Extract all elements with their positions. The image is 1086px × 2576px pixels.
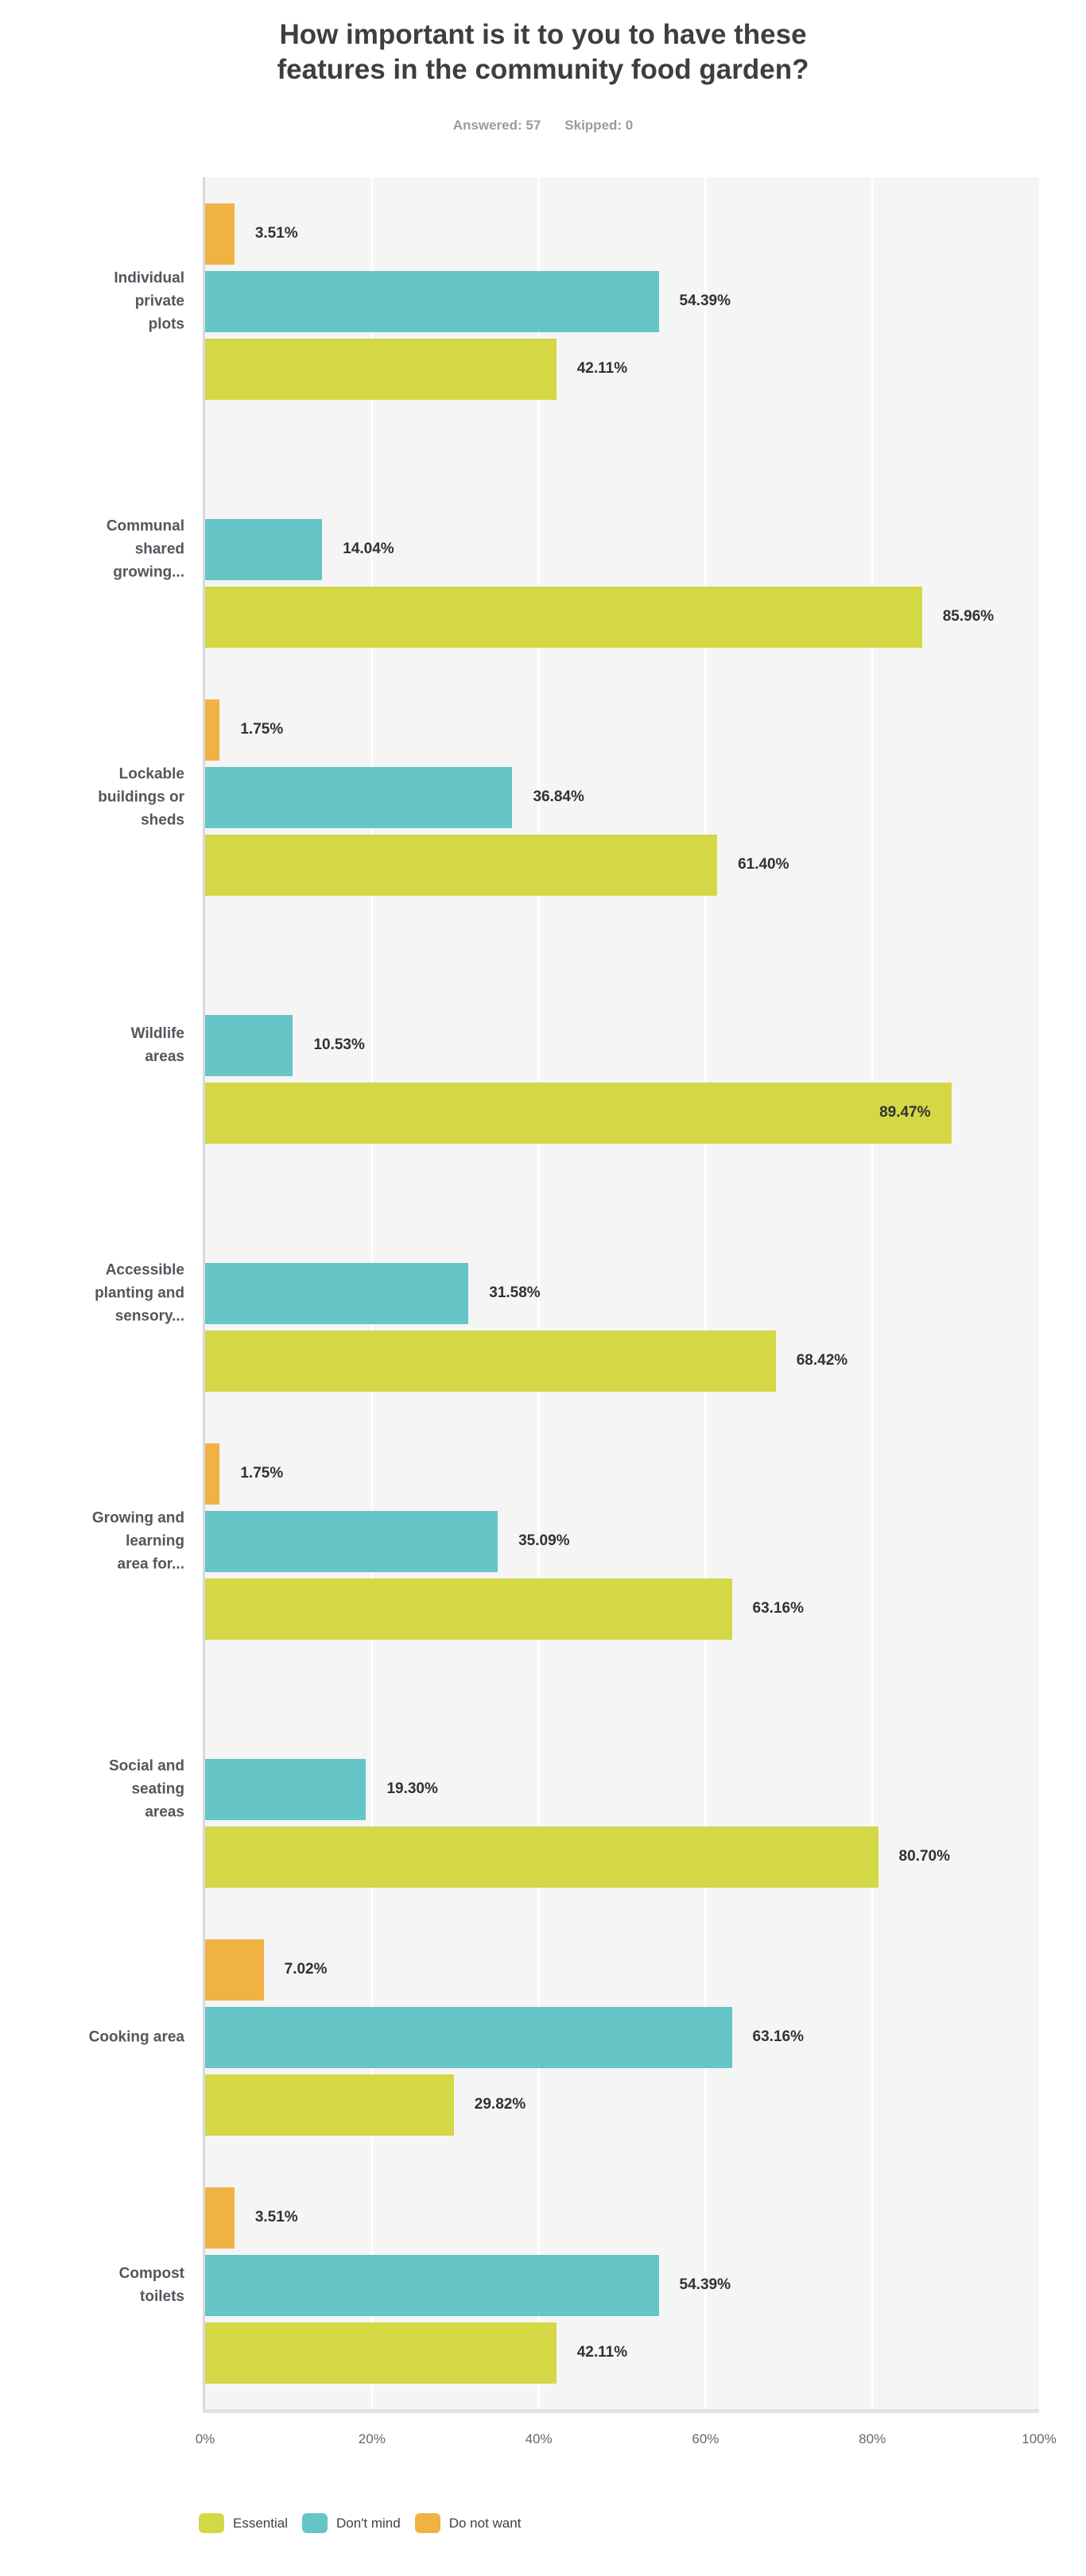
bar-chart [0,177,1086,2531]
bar-row [205,1443,1039,1505]
bar-value-label: 31.58% [489,1284,541,1301]
bar-do-not-want [205,1939,264,2001]
bar-row [205,1759,1039,1820]
bar-row [205,2255,1039,2316]
legend-label: Essential [233,2515,288,2531]
bar-slots [205,425,1039,673]
bar-row [205,1691,1039,1753]
bar-don-t-mind [205,519,322,580]
bar-slots [205,1913,1039,2161]
bar-value-label: 29.82% [474,2096,526,2113]
bar-don-t-mind [205,1015,293,1076]
legend [199,2513,535,2533]
legend-item-don-t-mind [302,2513,401,2533]
bar-value-label: 10.53% [313,1036,365,1053]
bar-essential [205,835,717,896]
bar-value-label: 1.75% [240,721,284,738]
bar-row [205,947,1039,1009]
bar-row [205,271,1039,332]
bar-do-not-want [205,203,235,265]
skipped-count: Skipped: 0 [564,118,634,133]
category-label: Individual private plots [114,269,184,333]
category-label: Accessible planting and sensory... [95,1261,184,1325]
bar-value-label: 3.51% [254,225,298,242]
category-group [0,1169,1086,1417]
bar-value-label: 89.47% [879,1104,931,1121]
bar-essential [205,587,922,648]
bar-row [205,339,1039,400]
bar-slots [205,673,1039,921]
category-group [0,1665,1086,1913]
bar-slots [205,2161,1039,2409]
answered-count: Answered: 57 [452,118,541,133]
bar-value-label: 85.96% [942,608,995,625]
bar-don-t-mind [205,1511,498,1572]
category-group [0,2161,1086,2409]
bar-row [205,1083,1039,1144]
bar-slots [205,1417,1039,1665]
category-label: Wildlife areas [130,1025,184,1065]
bar-row [205,1195,1039,1257]
bar-value-label: 35.09% [518,1532,570,1549]
bar-slots [205,1169,1039,1417]
bar-row [205,2322,1039,2384]
bar-row [205,1331,1039,1392]
bar-groups [0,177,1086,2409]
chart-title-line-1: How important is it to you to have these [279,19,807,50]
x-tick-label: 80% [859,2431,886,2446]
legend-item-essential [199,2513,288,2533]
bar-row [205,835,1039,896]
bar-don-t-mind [205,271,659,332]
x-tick-label: 0% [195,2431,215,2446]
category-group [0,1417,1086,1665]
bar-row [205,451,1039,513]
bar-row [205,587,1039,648]
bar-essential [205,1579,732,1640]
bar-value-label: 1.75% [240,1465,284,1482]
bar-don-t-mind [205,1759,366,1820]
bar-value-label: 19.30% [386,1780,438,1797]
bar-row [205,2007,1039,2068]
category-label: Lockable buildings or sheds [98,765,184,829]
bar-value-label: 80.70% [898,1848,950,1865]
legend-label: Don't mind [335,2515,401,2531]
x-tick-label: 40% [525,2431,553,2446]
category-group [0,177,1086,425]
x-axis-ticks [195,2431,1057,2455]
bar-value-label: 54.39% [679,2276,731,2293]
category-group [0,673,1086,921]
bar-row [205,1579,1039,1640]
bar-essential [205,2074,454,2136]
bar-value-label: 68.42% [796,1352,848,1369]
bar-do-not-want [205,1443,219,1505]
bar-slots [205,1665,1039,1913]
bar-essential [205,1331,776,1392]
bar-essential [205,1826,878,1888]
category-label: Compost toilets [118,2265,184,2305]
bar-value-label: 3.51% [254,2209,298,2225]
bar-don-t-mind [205,2255,659,2316]
response-summary [0,118,1086,134]
bar-row [205,2074,1039,2136]
bar-value-label: 7.02% [284,1961,328,1978]
category-label: Communal shared growing... [106,517,184,581]
bar-row [205,1015,1039,1076]
bar-row [205,1511,1039,1572]
x-tick-label: 20% [358,2431,386,2446]
bar-row [205,519,1039,580]
bar-row [205,203,1039,265]
bar-value-label: 42.11% [576,360,628,377]
bar-value-label: 36.84% [533,788,584,805]
bar-don-t-mind [205,767,512,828]
x-tick-label: 100% [1022,2431,1057,2446]
category-label: Growing and learning area for... [91,1509,184,1573]
category-group [0,921,1086,1169]
bar-row [205,2187,1039,2249]
bar-value-label: 42.11% [576,2344,628,2361]
bar-do-not-want [205,2187,235,2249]
bar-value-label: 14.04% [343,540,394,557]
x-axis-line [203,2409,1039,2413]
bar-row [205,1263,1039,1324]
bar-value-label: 54.39% [679,292,731,309]
bar-essential [205,339,557,400]
category-group [0,425,1086,673]
bar-essential [205,2322,557,2384]
bar-don-t-mind [205,2007,732,2068]
category-label: Cooking area [88,2028,184,2046]
legend-swatch-essential [199,2513,224,2533]
category-label: Social and seating areas [108,1757,184,1821]
category-group [0,1913,1086,2161]
bar-value-label: 63.16% [752,1600,804,1617]
bar-slots [205,177,1039,425]
bar-row [205,699,1039,761]
chart-title [0,17,1086,87]
bar-row [205,1826,1039,1888]
bar-row [205,1939,1039,2001]
bar-value-label: 61.40% [738,856,789,873]
legend-item-do-not-want [415,2513,522,2533]
legend-swatch-do-not-want [415,2513,440,2533]
bar-slots [205,921,1039,1169]
legend-label: Do not want [448,2515,522,2531]
bar-value-label: 63.16% [752,2028,804,2045]
bar-do-not-want [205,699,219,761]
legend-swatch-don-t-mind [302,2513,328,2533]
chart-title-line-2: features in the community food garden? [277,54,809,85]
bar-don-t-mind [205,1263,468,1324]
bar-row [205,767,1039,828]
x-tick-label: 60% [692,2431,719,2446]
